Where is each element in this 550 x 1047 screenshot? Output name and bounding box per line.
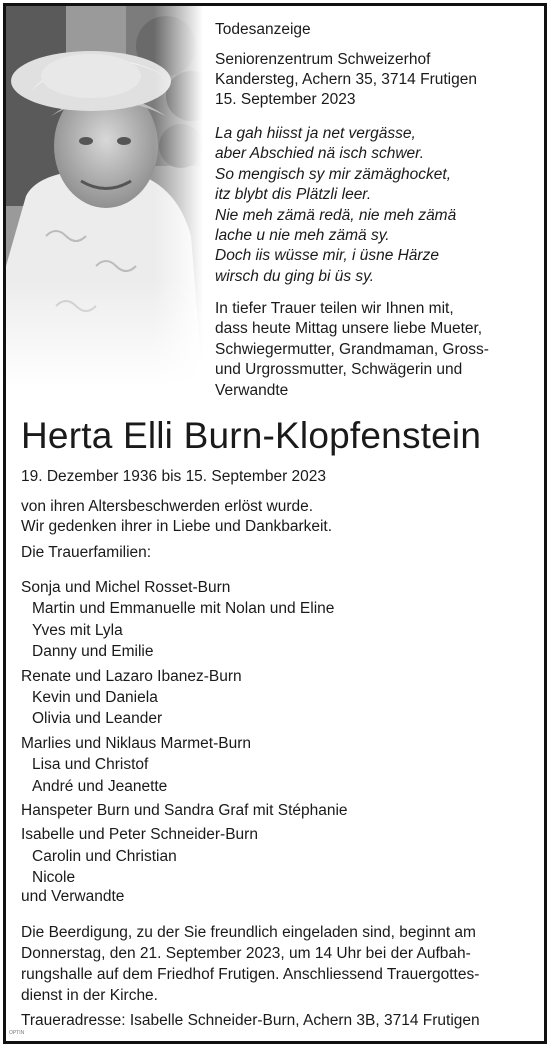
funeral-line: Die Beerdigung, zu der Sie freundlich eingeladen sind, beginnt am bbox=[21, 924, 476, 941]
intro-line: und Urgrossmutter, Schwägerin und bbox=[215, 361, 463, 379]
publisher-mark: OPTIN bbox=[9, 1030, 25, 1036]
life-dates: 19. Dezember 1936 bis 15. September 2023 bbox=[21, 468, 327, 485]
poem-line: lache u nie meh zämä sy. bbox=[215, 227, 390, 245]
poem-line: La gah hiisst ja net vergässe, bbox=[215, 125, 416, 142]
relief-line: Wir gedenken ihrer in Liebe und Dankbarkeit. bbox=[21, 518, 333, 536]
intro-line: In tiefer Trauer teilen wir Ihnen mit, bbox=[215, 300, 454, 317]
families-label: Die Trauerfamilien: bbox=[21, 544, 152, 561]
location-address: Kandersteg, Achern 35, 3714 Frutigen bbox=[215, 71, 477, 88]
family-member: Lisa und Christof bbox=[32, 756, 149, 774]
notice-title: Todesanzeige bbox=[215, 21, 311, 38]
poem-line: aber Abschied nä isch schwer. bbox=[215, 145, 425, 163]
family-group bbox=[21, 800, 541, 821]
family-head: Isabelle und Peter Schneider-Burn bbox=[21, 826, 258, 844]
poem-line: So mengisch sy mir zämäghocket, bbox=[215, 165, 452, 183]
family-head: Marlies und Niklaus Marmet-Burn bbox=[21, 734, 251, 752]
family-member: Yves mit Lyla bbox=[32, 621, 123, 639]
notice-date: 15. September 2023 bbox=[215, 91, 356, 108]
announcement-intro bbox=[215, 299, 535, 401]
poem-line: itz blybt dis Plätzli leer. bbox=[215, 186, 372, 204]
family-head: Renate und Lazaro Ibanez-Burn bbox=[21, 667, 242, 685]
family-member: Carolin und Christian bbox=[32, 847, 177, 865]
family-head: Sonja und Michel Rosset-Burn bbox=[21, 579, 231, 596]
family-group bbox=[21, 577, 541, 663]
mourning-address: Traueradresse: Isabelle Schneider-Burn, Achern 3B, 3714 Frutigen bbox=[21, 1012, 480, 1029]
poem-line: Nie meh zämä redä, nie meh zämä bbox=[215, 206, 457, 224]
family-member: Olivia und Leander bbox=[32, 710, 163, 728]
family-head: Hanspeter Burn und Sandra Graf mit Stéphanie bbox=[21, 802, 348, 820]
deceased-name: Herta Elli Burn-Klopfenstein bbox=[21, 415, 482, 456]
notice-header bbox=[215, 20, 535, 110]
family-member: Kevin und Daniela bbox=[32, 689, 158, 707]
mourning-families bbox=[21, 577, 541, 892]
closing-relatives: und Verwandte bbox=[21, 888, 125, 905]
family-group bbox=[21, 733, 541, 797]
family-member: Martin und Emmanuelle mit Nolan und Eline bbox=[32, 600, 335, 618]
relief-line: von ihren Altersbeschwerden erlöst wurde. bbox=[21, 498, 314, 515]
poem-line: Doch iis wüsse mir, i üsne Härze bbox=[215, 247, 439, 265]
portrait-photo bbox=[6, 6, 203, 386]
family-group bbox=[21, 824, 541, 888]
family-member: Nicole bbox=[32, 869, 76, 887]
poem bbox=[215, 124, 535, 287]
family-member: Danny und Emilie bbox=[32, 643, 154, 661]
family-member: André und Jeanette bbox=[32, 777, 168, 795]
funeral-details bbox=[21, 922, 531, 1006]
funeral-line: Donnerstag, den 21. September 2023, um 14 Uhr bei der Aufbah- bbox=[21, 945, 471, 962]
intro-line: Verwandte bbox=[215, 381, 289, 399]
poem-line: wirsch du ging bi üs sy. bbox=[215, 267, 375, 285]
funeral-line: rungshalle auf dem Friedhof Frutigen. Anschliessend Trauergottes- bbox=[21, 966, 480, 983]
intro-line: Schwiegermutter, Grandmaman, Gross- bbox=[215, 340, 489, 358]
family-group bbox=[21, 666, 541, 730]
location-name: Seniorenzentrum Schweizerhof bbox=[215, 51, 431, 68]
funeral-line: dienst in der Kirche. bbox=[21, 987, 158, 1004]
relief-text bbox=[21, 497, 332, 538]
intro-line: dass heute Mittag unsere liebe Mueter, bbox=[215, 320, 483, 338]
